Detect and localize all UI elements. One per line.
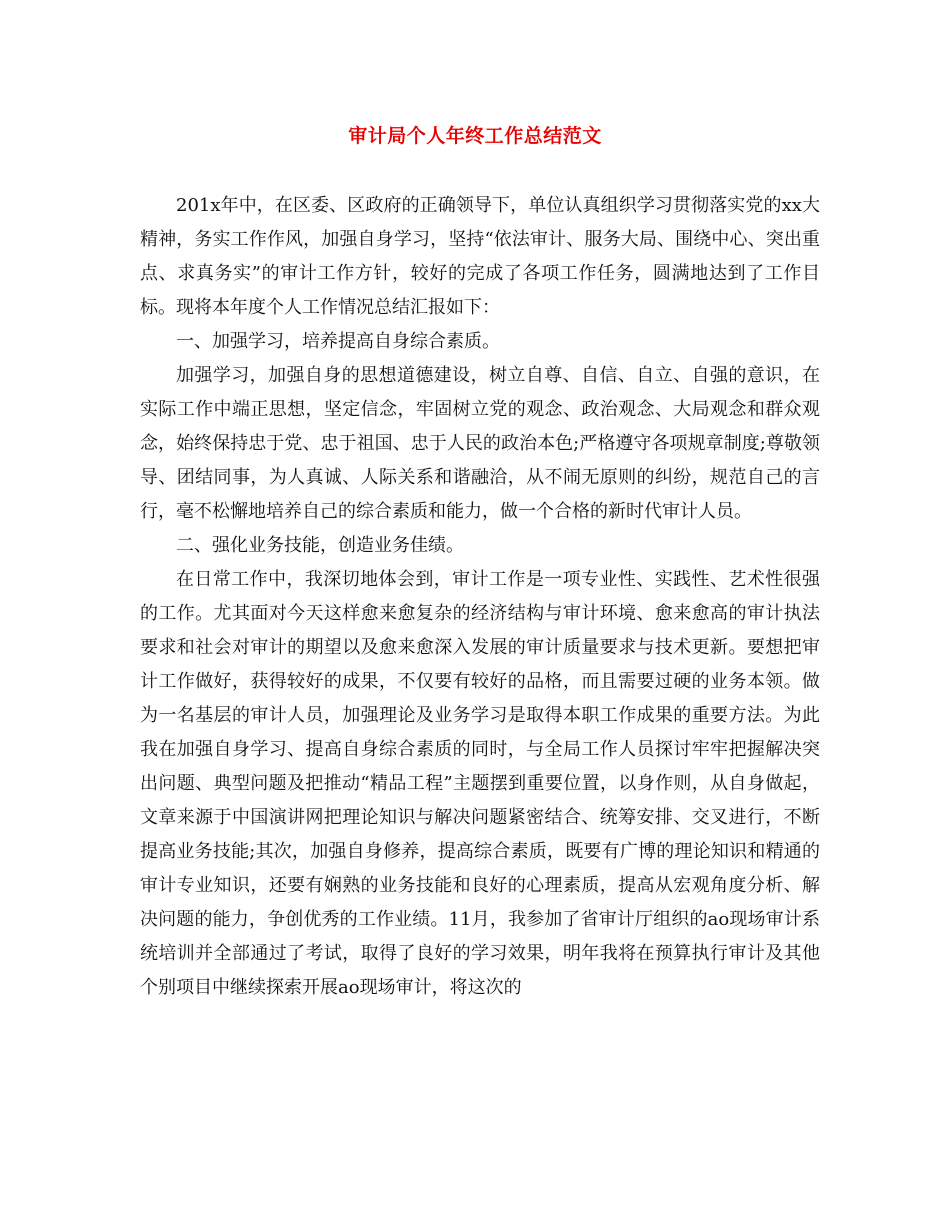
- section-heading-2: 二、强化业务技能，创造业务佳绩。: [176, 535, 464, 556]
- paragraph-intro: 201x年中，在区委、区政府的正确领导下，单位认真组织学习贯彻落实党的xx大精神，务实工作作风，加强自身学习，坚持“依法审计、服务大局、围绕中心、突出重点、求真务实”的审计工作方针，较好的完成了各项工作任务，圆满地达到了工作目标。现将本年度个人工作情况总结汇报如下：: [140, 195, 820, 318]
- section-heading-1: 一、加强学习，培养提高自身综合素质。: [176, 331, 500, 352]
- paragraph-section-1: 加强学习，加强自身的思想道德建设，树立自尊、自信、自立、自强的意识，在实际工作中端正思想，坚定信念，牢固树立党的观念、政治观念、大局观念和群众观念，始终保持忠于党、忠于祖国、忠于人民的政治本色;严格遵守各项规章制度;尊敬领导、团结同事，为人真诚、人际关系和谐融洽，从不闹无原则的纠纷，规范自己的言行，毫不松懈地培养自己的综合素质和能力，做一个合格的新时代审计人员。: [140, 365, 820, 522]
- document-title: 审计局个人年终工作总结范文: [348, 125, 602, 147]
- document-body: [140, 189, 820, 1005]
- paragraph-section-2: 在日常工作中，我深切地体会到，审计工作是一项专业性、实践性、艺术性很强的工作。尤其面对今天这样愈来愈复杂的经济结构与审计环境、愈来愈高的审计执法要求和社会对审计的期望以及愈来愈深入发展的审计质量要求与技术更新。要想把审计工作做好，获得较好的成果，不仅要有较好的品格，而且需要过硬的业务本领。做为一名基层的审计人员，加强理论及业务学习是取得本职工作成果的重要方法。为此我在加强自身学习、提高自身综合素质的同时，与全局工作人员探讨牢牢把握解决突出问题、典型问题及把推动“精品工程”主题摆到重要位置，以身作则，从自身做起，文章来源于中国演讲网把理论知识与解决问题紧密结合、统筹安排、交叉进行，不断提高业务技能;其次，加强自身修养，提高综合素质，既要有广博的理论知识和精通的审计专业知识，还要有娴熟的业务技能和良好的心理素质，提高从宏观角度分析、解决问题的能力，争创优秀的工作业绩。11月，我参加了省审计厅组织的ao现场审计系统培训并全部通过了考试，取得了良好的学习效果，明年我将在预算执行审计及其他个别项目中继续探索开展ao现场审计，将这次的: [140, 569, 820, 998]
